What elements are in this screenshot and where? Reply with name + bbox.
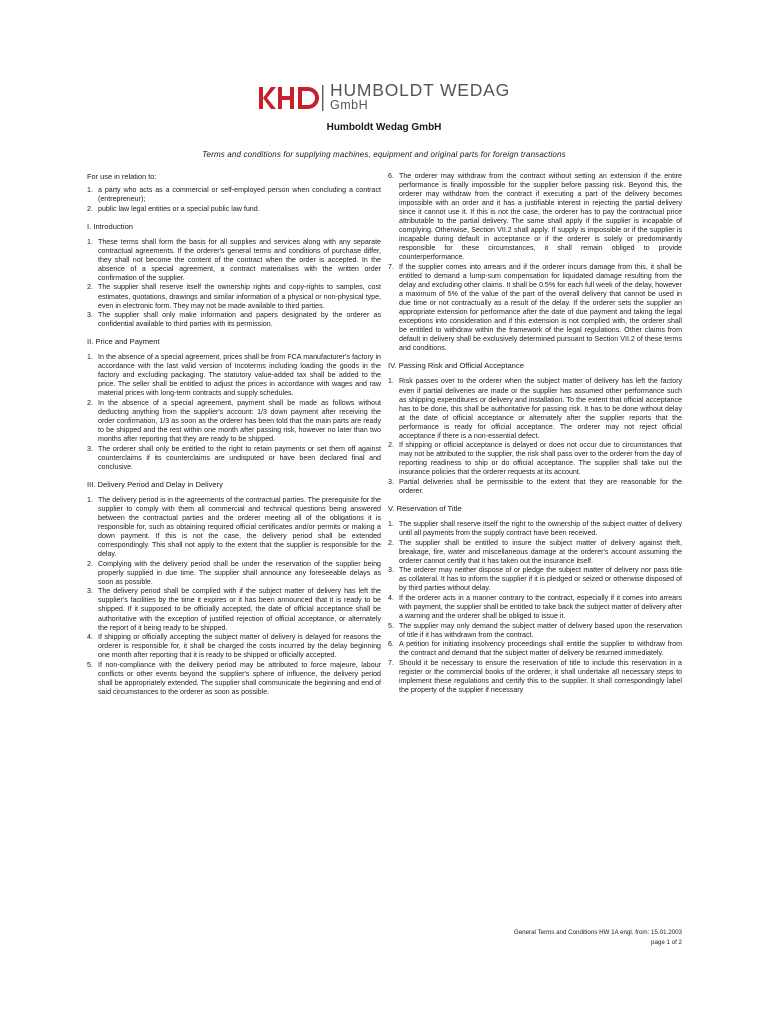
- item-number: 2.: [87, 204, 93, 213]
- list-item: [388, 594, 682, 621]
- list-item: [388, 441, 682, 477]
- list-item: [87, 186, 381, 204]
- item-number: 7.: [388, 658, 394, 667]
- company-logo: [258, 82, 518, 114]
- item-number: 4.: [388, 594, 394, 603]
- item-text: If the supplier comes into arrears and if the orderer incurs damage from this, it shall be entitled to demand a lump-sum compensation for liquidated damage resulting from the delay and excluding other claims. It shall be 0.5% for each full week of the delay, however a maximum of 5% of the value of the part of the overall delivery that cannot be used in due time or not contractually as a result of the delay. If the orderer sets the supplier an appropriate extension for performance after the date of due payment and taking the legal exceptions into consideration and if this extension is not complied with, the orderer shall be entitled to withdraw within the framework of the legal regulations. Other claims from default in delivery shall be exclusively determined pursuant to Section VII.2 of these terms and conditions.: [399, 262, 682, 353]
- item-text: In the absence of a special agreement, prices shall be from FCA manufacturer's factory in accordance with the last valid version of Incoterms including loading the goods in the factory and excluding packaging. The statutory value-added tax shall be added to the price. The seller shall be entitled to adjust the prices in accordance with wages and raw material prices with long-term contracts and supply schedules.: [98, 353, 381, 398]
- list-item: [388, 539, 682, 566]
- item-text: If the orderer acts in a manner contrary to the contract, especially if it comes into arrears with payment, the supplier shall be entitled to take back the subject matter of delivery after a warning and the orderer shall be obliged to issue it.: [399, 594, 682, 621]
- item-text: The supplier shall reserve itself the ownership rights and copy-rights to samples, cost estimates, quotations, drawings and similar information of a physical or non-physical type, even in electronic form. They may not be made available to third parties.: [98, 283, 381, 310]
- item-text: The orderer may withdraw from the contract without setting an extension if the entire performance is finally impossible for the supplier before passing risk. Beyond this, the orderer may withdraw from the contract if executing a part of the delivery becomes impossible with an order and it has a justifiable interest in rejecting the partial delivery since it cannot use it. If this is not the case, the orderer has to pay the contractual price attributable to the partial delivery. The same shall apply if the supplier is incapable of complying. Otherwise, Section VII.2 shall apply. If supply is impossible or if the supplier is incapable during default in acceptance or if the orderer is solely or predominantly responsible for these circumstances, it shall remain obliged to provide counterperformance.: [399, 172, 682, 262]
- item-number: 3.: [87, 444, 93, 453]
- item-number: 2.: [87, 559, 93, 568]
- item-number: 5.: [388, 621, 394, 630]
- list-item: [388, 622, 682, 640]
- list-item: [87, 353, 381, 398]
- item-number: 3.: [87, 587, 93, 596]
- item-number: 7.: [388, 262, 394, 271]
- list-item: [87, 661, 381, 697]
- item-text: Should it be necessary to ensure the reservation of title to include this reservation in a register or the commercial books of the orderer, it shall undertake all necessary steps to implement these regulations and certify this to the supplier. It shall correspondingly label the property of the supplier if necessary: [399, 658, 682, 694]
- item-text: a party who acts as a commercial or self-employed person when concluding a contract (entrepreneur);: [98, 186, 381, 204]
- list-item: [87, 205, 381, 214]
- section-list-reservation-title: [388, 520, 682, 695]
- item-text: Risk passes over to the orderer when the subject matter of delivery has left the factory even if partial deliveries are made or the supplier has assumed other performance such as shipping expenditures or delivery and installation. To the extent that official acceptance has to be done, this shall be authoritative for passing risk. It has to be done without delay at the date of official acceptance or alternately after the supplier reports that the performance is ready for official acceptance. The orderer may not reject official acceptance if there is a non-essential defect.: [399, 377, 682, 440]
- list-item: [87, 283, 381, 310]
- list-item: [87, 445, 381, 472]
- item-number: 1.: [388, 520, 394, 529]
- item-number: 2.: [87, 398, 93, 407]
- item-text: The supplier may only demand the subject matter of delivery based upon the reservation of title if it has withdrawn from the contract.: [399, 621, 682, 639]
- item-number: 3.: [87, 311, 93, 320]
- section-heading-price-payment: II. Price and Payment: [87, 337, 160, 347]
- item-text: public law legal entities or a special public law fund.: [98, 204, 260, 213]
- item-text: The supplier shall reserve itself the right to the ownership of the subject matter of delivery until all payments from the supply contract have been received.: [399, 520, 682, 538]
- item-text: A petition for initiating insolvency proceedings shall entitle the supplier to withdraw from the contract and demand that the subject matter of delivery be returned immediately.: [399, 640, 682, 658]
- list-item: [87, 399, 381, 444]
- item-number: 1.: [388, 377, 394, 386]
- list-item: [87, 633, 381, 660]
- item-text: If shipping or official acceptance is delayed or does not occur due to circumstances that may not be attributed to the supplier, the risk shall pass over to the orderer from the day of reporting readiness to ship or do official acceptance. The supplier shall take out the insurance policies that the orderer requests at its account.: [399, 441, 682, 477]
- item-number: 1.: [87, 237, 93, 246]
- section-heading-introduction: I. Introduction: [87, 221, 134, 231]
- item-text: The delivery period is in the agreements of the contractual parties. The prerequisite for the supplier to comply with them all commercial and technical questions being answered between the contractual parties and the orderer meeting all of the obligations it is responsible for, such as obtaining required official certificates and/or permits or making a down payment. If this is not the case, the delivery period shall be extended correspondingly. This shall not apply to the extent that the supplier is responsible for the delay.: [98, 495, 381, 559]
- list-item: [388, 640, 682, 658]
- item-number: 1.: [87, 186, 93, 195]
- list-item: [388, 263, 682, 353]
- list-item: [388, 566, 682, 593]
- list-item: [388, 377, 682, 440]
- section-list-introduction: [87, 238, 381, 329]
- item-text: Complying with the delivery period shall be under the reservation of the supplier being properly supplied in due time. The supplier shall announce any foreseeable delays as soon as possible.: [98, 559, 381, 586]
- item-number: 2.: [87, 283, 93, 292]
- section-list-passing-risk: [388, 377, 682, 496]
- list-item: [87, 496, 381, 559]
- item-number: 2.: [388, 538, 394, 547]
- item-number: 6.: [388, 640, 394, 649]
- item-text: The orderer shall only be entitled to the right to retain payments or set them off against counterclaims if its counterclaims are undisputed or have been declared final and conclusive.: [98, 444, 381, 471]
- item-number: 4.: [87, 633, 93, 642]
- item-text: If non-compliance with the delivery period may be attributed to force majeure, labour conflicts or other events beyond the supplier's sphere of influence, the delivery period shall be appropriately extended. The supplier shall communicate the beginning and end of said circumstances to the orderer as soon as possible.: [98, 660, 381, 696]
- item-text: The orderer may neither dispose of or pledge the subject matter of delivery nor pass title as collateral. It has to inform the supplier if it is pledged or seized or otherwise disposed of by third parties without delay.: [399, 566, 682, 593]
- intro-text: For use in relation to:: [87, 172, 157, 181]
- section-heading-passing-risk: IV. Passing Risk and Official Acceptance: [388, 361, 524, 371]
- list-item: [388, 659, 682, 695]
- item-text: The delivery period shall be complied with if the subject matter of delivery has left the supplier's facilities by the time it expires or it has been announced that it is ready to be shipped. If it supposed to be officially accepted, the date of official acceptance shall be authoritative with the exception of justified rejection of official acceptance, or alternately the report of it being ready to be shipped.: [98, 587, 381, 632]
- document-subtitle: Terms and conditions for supplying machines, equipment and original parts for foreign transactions: [202, 150, 566, 159]
- item-number: 3.: [388, 566, 394, 575]
- item-number: 6.: [388, 172, 394, 180]
- list-item: [87, 238, 381, 283]
- item-number: 1.: [87, 495, 93, 504]
- footer-document-reference: General Terms and Conditions HW 1A engl. from: 15.01.2003: [513, 929, 682, 936]
- item-text: If shipping or officially accepting the subject matter of delivery is delayed for reasons the orderer is responsible for, it shall be charged the costs incurred by the delay beginning one month after reporting that it is ready to be shipped or officially accepted.: [98, 633, 381, 660]
- item-number: 1.: [87, 353, 93, 362]
- document-title: Humboldt Wedag GmbH: [326, 122, 442, 133]
- logo-company-name: HUMBOLDT WEDAG: [330, 80, 511, 100]
- list-item: [87, 311, 381, 329]
- list-item: [87, 560, 381, 587]
- item-text: Partial deliveries shall be permissible to the extent that they are reasonable for the orderer.: [399, 478, 682, 496]
- section-list-delivery-period-continued: [388, 172, 682, 353]
- logo-company-suffix: GmbH: [330, 98, 369, 112]
- khd-logo-mark-icon: [258, 84, 326, 112]
- item-text: In the absence of a special agreement, payment shall be made as follows without deducting anything from the supplier's account: 1/3 down payment after receiving the order confirmation, 1/3 as soon as the orderer has been told that the main parts are ready to be shipped and the rest within one month after passing risk, however no later than two months after reporting that they are ready to be shipped.: [98, 398, 381, 444]
- section-heading-delivery-period: III. Delivery Period and Delay in Delivery: [87, 479, 223, 489]
- section-heading-reservation-title: V. Reservation of Title: [388, 504, 462, 514]
- item-text: The supplier shall only make information and papers designated by the orderer as confidential available to third parties with its permission.: [98, 311, 381, 329]
- item-number: 3.: [388, 478, 394, 486]
- list-item: [388, 172, 682, 262]
- item-text: These terms shall form the basis for all supplies and services along with any separate contractual agreements. If the orderer's general terms and conditions of purchase differ, they shall not become the content of the contract when the order is accepted. In the absence of a special agreement, a contract materialises with the written order confirmation of the supplier.: [98, 237, 381, 282]
- list-item: [388, 520, 682, 538]
- section-list-delivery-period: [87, 496, 381, 697]
- item-number: 2.: [388, 441, 394, 450]
- list-item: [87, 587, 381, 632]
- right-column: [388, 172, 682, 699]
- left-column: [87, 172, 381, 701]
- intro-list: [87, 186, 381, 214]
- item-number: 5.: [87, 660, 93, 669]
- section-list-price-payment: [87, 353, 381, 472]
- item-text: The supplier shall be entitled to insure the subject matter of delivery against theft, breakage, fire, water and miscellaneous damage at the orderer's account assuming the orderer cannot certify that it has taken out the insurance itself.: [399, 538, 682, 565]
- list-item: [388, 478, 682, 496]
- footer-page-number: page 1 of 2: [651, 939, 682, 946]
